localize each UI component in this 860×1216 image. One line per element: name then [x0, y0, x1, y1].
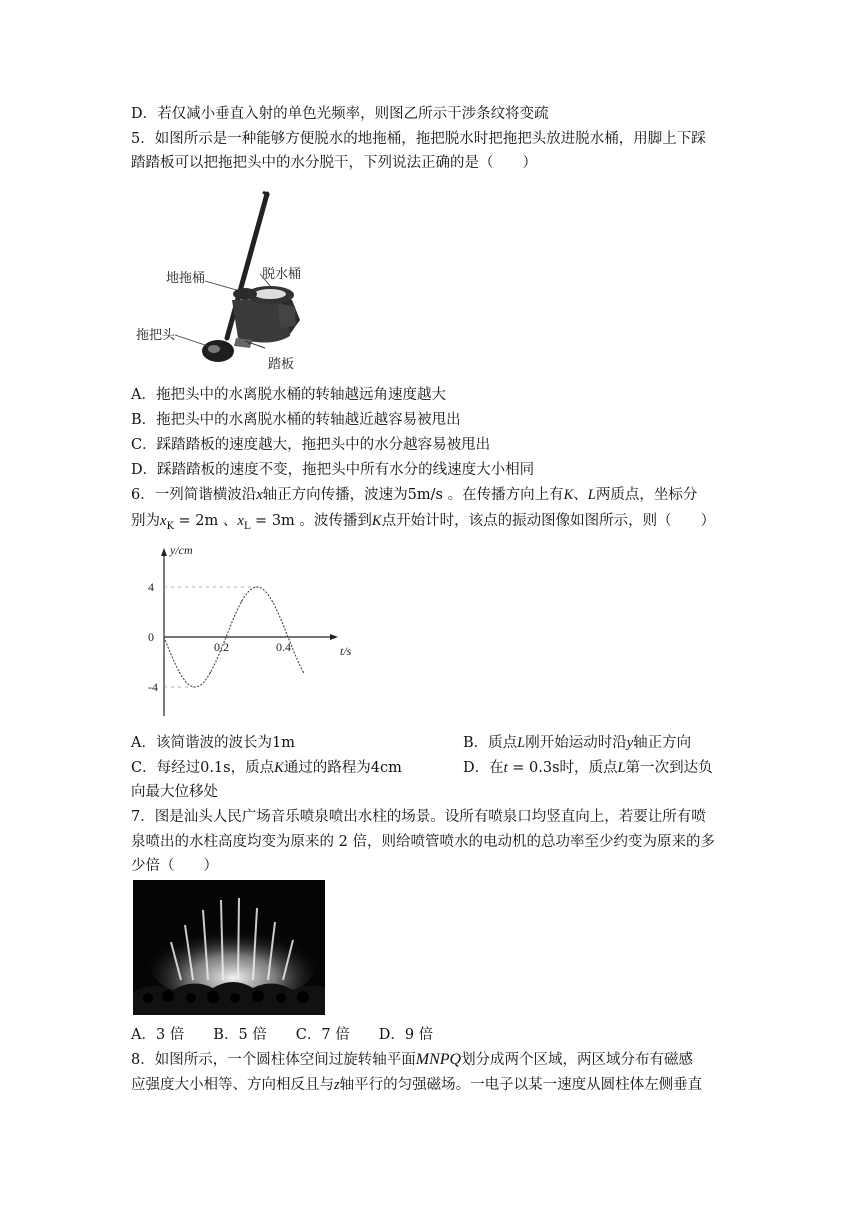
data-point [163, 636, 164, 637]
data-point [225, 636, 226, 637]
label-bucket: 地拖桶 [166, 271, 206, 286]
q7-stem-line1: 7．图是汕头人民广场音乐喷泉喷出水柱的场景。设所有喷泉口均竖直向上，若要让所有喷 [131, 809, 706, 825]
x-axis-label: t/s [340, 644, 352, 658]
q5-stem-line1: 5．如图所示是一种能够方便脱水的地拖桶，拖把脱水时把拖把头放进脱水桶，用脚上下踩 [131, 131, 706, 147]
q6-option-a: A．该简谐波的波长为1m [131, 735, 295, 751]
label-mop-head: 拖把头 [136, 328, 176, 343]
mop-bucket-figure [130, 188, 330, 373]
label-pedal: 踏板 [268, 357, 295, 372]
data-point [256, 586, 257, 587]
data-point [241, 601, 242, 602]
q7-stem-line3: 少倍（ ） [131, 858, 218, 874]
q6-option-d-cont: 向最大位移处 [131, 784, 218, 800]
data-point [272, 601, 273, 602]
q5-option-a: A．拖把头中的水离脱水桶的转轴越远角速度越大 [131, 387, 446, 403]
fountain-illustration [133, 880, 325, 1015]
q8-stem-line1: 8．如图所示，一个圆柱体空间过旋转轴平面MNPQ划分成两个区域，两区域分布有磁感 [131, 1051, 694, 1068]
q4-option-d: D．若仅减小垂直入射的单色光频率，则图乙所示干涉条纹将变疏 [131, 106, 549, 122]
y-tick-label: 0 [148, 630, 154, 644]
q5-option-c: C．踩踏踏板的速度越大，拖把头中的水分越容易被甩出 [131, 437, 491, 453]
data-point [179, 672, 180, 673]
y-axis-label: y/cm [170, 543, 193, 557]
fountain-photo [133, 880, 325, 1015]
q5-option-d: D．踩踏踏板的速度不变，拖把头中所有水分的线速度大小相同 [131, 462, 535, 478]
q6-stem-line1: 6．一列简谐横波沿x轴正方向传播，波速为5m/s 。在传播方向上有K、L两质点，坐标分 [131, 487, 698, 503]
data-point [287, 636, 288, 637]
q6-stem-line2: 别为$x_K = 2m$ 、$x_L = 3m$ 。波传播到K点开始计时，该点的振动图像如图所示，则（ ） [131, 513, 716, 532]
y-tick-label: -4 [148, 680, 158, 694]
x-tick-label: 0.4 [276, 640, 291, 654]
q7-options: A．3 倍 B．5 倍 C．7 倍 D．9 倍 [131, 1027, 434, 1043]
x-axis-arrow [330, 634, 338, 640]
q6-option-c: C．每经过0.1s，质点K通过的路程为4cm [131, 760, 402, 776]
q7-stem-line2: 泉喷出的水柱高度均变为原来的 2 倍，则给喷管喷水的电动机的总功率至少约变为原来的多 [131, 834, 715, 850]
y-tick-label: 4 [148, 580, 154, 594]
q5-stem-line2: 踏踏板可以把拖把头中的水分脱干，下列说法正确的是（ ） [131, 155, 537, 171]
x-tick-label: 0.2 [214, 640, 229, 654]
label-spin-bucket: 脱水桶 [262, 267, 302, 282]
data-point [194, 686, 195, 687]
data-point [303, 672, 304, 673]
y-axis-arrow [161, 548, 167, 556]
q8-stem-line2: 应强度大小相等、方向相反且与z轴平行的匀强磁场。一电子以某一速度从圆柱体左侧垂直 [131, 1077, 703, 1093]
q6-option-d: D．在t = 0.3s时，质点L第一次到达负 [463, 760, 713, 776]
data-point [210, 672, 211, 673]
q6-option-b: B．质点L刚开始运动时沿y轴正方向 [463, 735, 692, 751]
vibration-graph [140, 540, 370, 720]
q5-option-b: B．拖把头中的水离脱水桶的转轴越近越容易被甩出 [131, 412, 461, 428]
